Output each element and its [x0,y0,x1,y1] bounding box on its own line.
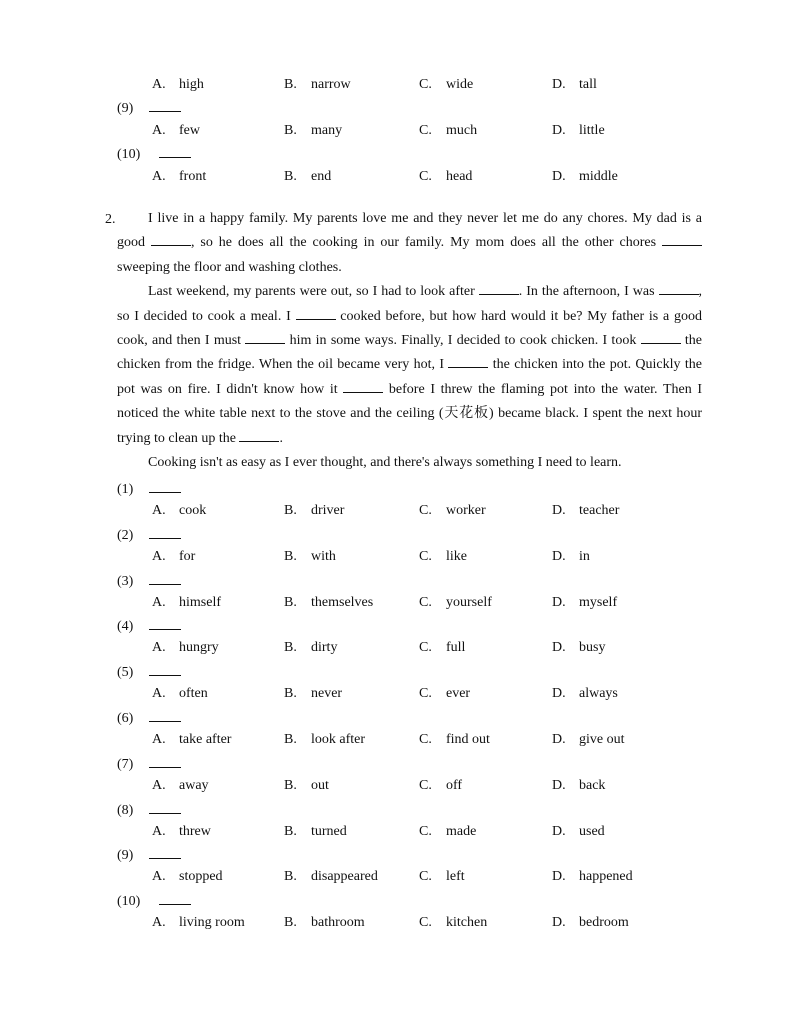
options-row-10 [152,914,712,932]
passage-blank-8[interactable] [448,353,488,368]
option-text: ever [446,686,471,702]
option-letter: C. [419,503,432,518]
question-label: (8) [117,802,134,818]
option-letter: A. [152,869,166,885]
option-a[interactable] [152,731,231,749]
option-b[interactable]: B. many [284,123,343,138]
option-c[interactable] [419,777,462,795]
passage-blank-7[interactable] [641,329,681,344]
question-number-4 [117,617,181,635]
option-text: with [311,548,336,564]
answer-blank[interactable] [159,892,191,905]
paragraph-2: Last weekend, my parents were out, so I had to look after . In the afternoon, I was , so I decided to cook a meal. I cooked before, but how hard would it be? My father is a good cook, and then I must him in some ways. Finally, I decided to cook chicken. I took the chicken from the fridge. When the oil became very hot, I the chicken into the pot. Quickly the pot was on fire. I didn't know how it before I threw the flaming pot into the water. Then I noticed the white table next to the stove and the ceiling (天花板) became black. I spent the next hour trying to clean up the . [117,280,702,451]
passage-blank-10[interactable] [239,427,279,442]
option-letter: C. [419,869,432,885]
option-d[interactable] [552,502,619,520]
option-text: in [579,548,590,564]
paragraph-1: I live in a happy family. My parents love me and they never let me do any chores. My dad is a good , so he does all the cooking in our family. My mom does all the other chores sweeping the floor and washing clothes. [117,211,702,275]
options-row-8-prev [152,76,712,94]
question-number-1 [117,480,181,498]
option-d[interactable] [552,823,605,841]
option-b[interactable]: B. narrow [284,77,351,92]
option-c[interactable] [419,639,465,657]
options-row-6 [152,731,712,749]
option-b[interactable] [284,594,373,612]
question-number-2 [117,526,181,544]
options-row-2 [152,548,712,566]
option-a[interactable] [152,914,245,932]
option-letter: A. [152,594,166,610]
option-d[interactable]: D. little [552,123,605,138]
option-letter: D. [552,640,566,656]
option-a[interactable] [152,868,223,886]
option-text: driver [311,503,345,518]
option-text: left [446,869,465,885]
option-b[interactable]: B. end [284,169,332,184]
option-a[interactable] [152,639,219,657]
option-a[interactable] [152,548,195,566]
answer-blank[interactable] [149,709,181,722]
option-c[interactable] [419,823,476,841]
option-letter: C. [419,915,432,931]
option-b[interactable] [284,639,337,657]
option-a[interactable]: A. few [152,123,200,138]
option-text: hungry [179,640,219,656]
option-text: yourself [446,594,492,610]
option-letter: D. [552,869,566,885]
option-text: dirty [311,640,338,656]
option-text: disappeared [311,869,378,885]
option-letter: C. [419,823,432,839]
option-letter: C. [419,594,432,610]
option-c[interactable] [419,868,465,886]
question-number-10-prev: (10) [117,145,191,163]
option-letter: B. [284,777,297,793]
option-text: look after [311,732,366,747]
answer-blank[interactable] [149,572,181,585]
question-number-7 [117,755,181,773]
question-label: (9) [117,848,134,864]
option-letter: B. [284,548,297,564]
option-text: like [446,548,467,564]
option-text: threw [179,823,211,839]
option-letter: C. [419,732,432,747]
option-letter: C. [419,548,432,564]
answer-blank[interactable] [149,99,181,112]
option-text: busy [579,640,606,656]
answer-blank[interactable] [149,846,181,859]
option-d[interactable]: D. tall [552,77,597,92]
option-letter: C. [419,777,432,793]
answer-blank[interactable] [149,480,181,493]
option-letter: A. [152,915,166,931]
option-letter: B. [284,686,297,702]
option-c[interactable] [419,502,486,520]
option-b[interactable] [284,777,329,795]
option-letter: D. [552,823,566,839]
question-number-9-prev: (9) [117,99,181,117]
option-letter: D. [552,777,566,793]
question-label: (1) [117,482,134,497]
option-text: for [179,548,196,564]
option-letter: B. [284,915,297,931]
answer-blank[interactable] [149,801,181,814]
option-a[interactable] [152,777,209,795]
option-c[interactable] [419,731,490,749]
option-letter: A. [152,640,166,656]
option-a[interactable]: A. front [152,169,207,184]
option-b[interactable] [284,731,365,749]
option-c[interactable]: C. much [419,123,478,138]
option-letter: B. [284,503,297,518]
option-text: used [579,823,605,839]
option-text: themselves [311,594,374,610]
passage-blank-2[interactable] [662,231,702,246]
option-letter: B. [284,594,297,610]
option-text: always [579,686,618,702]
options-row-1 [152,502,712,520]
option-d[interactable] [552,868,633,886]
option-letter: C. [419,640,432,656]
option-d[interactable] [552,594,617,612]
passage-blank-3[interactable] [479,280,519,295]
option-text: bathroom [311,915,365,931]
options-row-3 [152,594,712,612]
option-letter: D. [552,686,566,702]
question-label: (2) [117,527,134,543]
option-letter: A. [152,823,166,839]
option-letter: B. [284,640,297,656]
options-row-4 [152,639,712,657]
option-text: worker [446,503,486,518]
options-row-7 [152,777,712,795]
options-row-10-prev [152,168,712,186]
question-label: (4) [117,619,134,635]
option-text: himself [179,594,221,610]
option-letter: B. [284,823,297,839]
option-c[interactable] [419,914,487,932]
options-row-5 [152,685,712,703]
option-text: myself [579,594,618,610]
passage-blank-4[interactable] [659,280,699,295]
option-b[interactable] [284,685,342,703]
option-letter: A. [152,777,166,793]
option-text: happened [579,869,633,885]
answer-blank[interactable] [159,145,191,158]
option-letter: A. [152,503,166,518]
question-number-6 [117,709,181,727]
option-letter: D. [552,915,566,931]
option-d[interactable] [552,685,618,703]
question-label: (3) [117,573,134,589]
option-text: teacher [579,503,620,518]
answer-blank[interactable] [149,755,181,768]
option-letter: C. [419,686,432,702]
option-text: stopped [179,869,223,885]
option-b[interactable] [284,502,344,520]
option-text: never [311,686,343,702]
option-letter: A. [152,686,166,702]
option-letter: D. [552,594,566,610]
passage-blank-6[interactable] [245,329,285,344]
paragraph-3: Cooking isn't as easy as I ever thought, and there's always something I need to learn. [148,455,622,471]
option-text: away [179,777,209,793]
option-c[interactable]: C. head [419,169,473,184]
option-c[interactable] [419,594,492,612]
option-letter: A. [152,548,166,564]
option-b[interactable] [284,868,378,886]
option-text: out [311,777,329,793]
answer-blank[interactable] [149,663,181,676]
question-label: (7) [117,756,134,772]
option-text: give out [579,732,625,747]
reading-passage [117,207,702,475]
option-text: often [179,686,208,702]
option-text: take after [179,732,232,747]
option-text: bedroom [579,915,629,931]
answer-blank[interactable] [149,617,181,630]
question-number-3 [117,572,181,590]
option-text: off [446,777,463,793]
option-a[interactable] [152,502,206,520]
options-row-9-prev [152,122,712,140]
option-letter: B. [284,869,297,885]
option-d[interactable]: D. middle [552,169,618,184]
option-text: cook [179,503,207,518]
option-text: living room [179,915,245,931]
option-text: full [446,640,466,656]
passage-blank-5[interactable] [296,305,336,320]
question-label: (10) [117,894,141,910]
question-number-10 [117,892,191,910]
option-a[interactable] [152,594,221,612]
option-text: back [579,777,606,793]
option-text: made [446,823,477,839]
question-label: (6) [117,711,134,726]
question-number-5 [117,663,181,681]
option-letter: D. [552,503,566,518]
option-b[interactable] [284,548,336,566]
option-d[interactable] [552,731,625,749]
option-d[interactable] [552,548,590,566]
options-row-9 [152,868,712,886]
option-a[interactable]: A. high [152,77,204,92]
question-number: 2. [105,212,116,227]
option-text: kitchen [446,915,488,931]
option-a[interactable] [152,685,208,703]
option-d[interactable] [552,914,629,932]
option-letter: B. [284,732,297,747]
question-label: (5) [117,665,134,681]
option-text: turned [311,823,347,839]
option-d[interactable] [552,639,605,657]
option-b[interactable] [284,914,365,932]
option-b[interactable] [284,823,347,841]
question-number-8 [117,801,181,819]
option-c[interactable] [419,685,470,703]
option-letter: A. [152,732,166,747]
option-letter: D. [552,548,566,564]
option-c[interactable]: C. wide [419,77,474,92]
passage-blank-1[interactable] [151,231,191,246]
question-number-9 [117,846,181,864]
option-text: find out [446,732,490,747]
options-row-8 [152,823,712,841]
passage-blank-9[interactable] [343,378,383,393]
option-a[interactable] [152,823,211,841]
option-letter: D. [552,732,566,747]
answer-blank[interactable] [149,526,181,539]
option-c[interactable] [419,548,467,566]
option-d[interactable] [552,777,605,795]
